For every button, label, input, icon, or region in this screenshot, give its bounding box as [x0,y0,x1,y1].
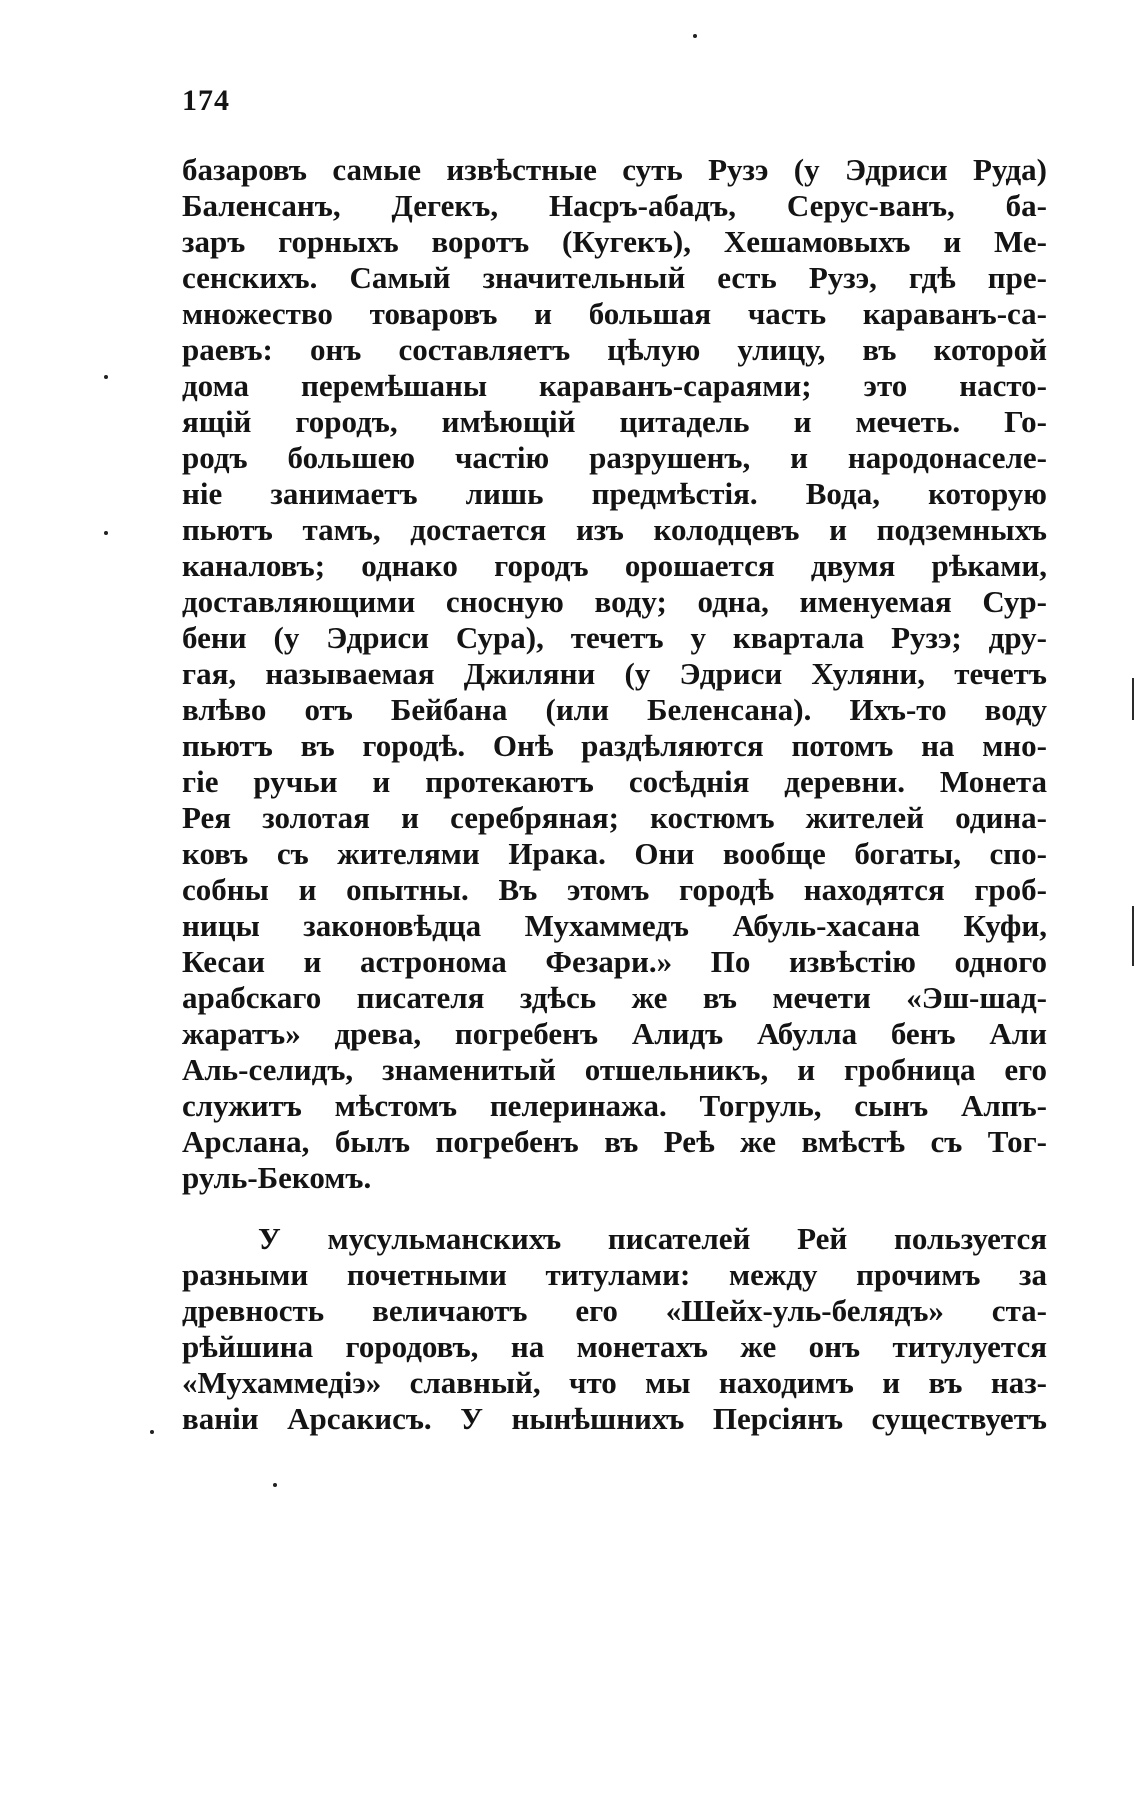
text-line: дома перемѣшаны караванъ-сараями; это насто- [182,368,1047,403]
text-line: разными почетными титулами: между прочимъ за [182,1257,1047,1292]
text-line: Рея золотая и серебряная; костюмъ жителей одина- [182,800,1047,835]
text-line: гая, называемая Джиляни (у Эдриси Хуляни, течетъ [182,656,1047,691]
page-edge-mark [1132,906,1134,966]
text-line: пьютъ въ городѣ. Онѣ раздѣляются потомъ на мно- [182,728,1047,763]
text-line: гіе ручьи и протекаютъ сосѣднія деревни. Монета [182,764,1047,799]
text-line: Кесаи и астронома Фезари.» По извѣстію одного [182,944,1047,979]
page-number: 174 [182,84,230,117]
text-line: каналовъ; однако городъ орошается двумя рѣками, [182,548,1047,583]
text-line: «Мухаммедіэ» славный, что мы находимъ и въ наз- [182,1365,1047,1400]
text-line: родъ большею частію разрушенъ, и народонаселе- [182,440,1047,475]
text-line: ницы законовѣдца Мухаммедъ Абуль-хасана Куфи, [182,908,1047,943]
text-line: арабскаго писателя здѣсь же въ мечети «Эш-шад- [182,980,1047,1015]
text-line: базаровъ самые извѣстные суть Рузэ (у Эдриси Руда) [182,152,1047,187]
text-line: рѣйшина городовъ, на монетахъ же онъ титулуется [182,1329,1047,1364]
text-line: руль-Бекомъ. [182,1160,372,1195]
text-line: пьютъ тамъ, достается изъ колодцевъ и подземныхъ [182,512,1047,547]
scan-speck [273,1483,277,1487]
text-line: служитъ мѣстомъ пелеринажа. Тогруль, сынъ Алпъ- [182,1088,1047,1123]
scan-speck [693,34,697,38]
text-line: заръ горныхъ воротъ (Кугекъ), Хешамовыхъ и Ме- [182,224,1047,259]
text-line: множество товаровъ и большая часть караванъ-са- [182,296,1047,331]
text-line: древность величаютъ его «Шейх-уль-белядъ» ста- [182,1293,1047,1328]
text-line: доставляющими сносную воду; одна, именуемая Сур- [182,584,1047,619]
text-line: сенскихъ. Самый значительный есть Рузэ, гдѣ пре- [182,260,1047,295]
scan-speck [150,1430,154,1434]
paragraph-2 [182,1221,1047,1437]
text-line: ковъ съ жителями Ирака. Они вообще богаты, спо- [182,836,1047,871]
scan-speck [104,531,108,535]
text-line: жаратъ» древа, погребенъ Алидъ Абулла бенъ Али [182,1016,1047,1051]
text-line: влѣво отъ Бейбана (или Беленсана). Ихъ-то воду [182,692,1047,727]
scan-speck [104,375,108,379]
paragraph-1 [182,152,1047,1196]
text-line: раевъ: онъ составляетъ цѣлую улицу, въ которой [182,332,1047,367]
text-line: Арслана, былъ погребенъ въ Реѣ же вмѣстѣ съ Тог- [182,1124,1047,1159]
page-edge-mark [1132,678,1134,720]
text-line: ящій городъ, имѣющій цитадель и мечеть. Го- [182,404,1047,439]
text-line: Баленсанъ, Дегекъ, Насръ-абадъ, Серус-ванъ, ба- [182,188,1047,223]
text-line: Аль-селидъ, знаменитый отшельникъ, и гробница его [182,1052,1047,1087]
text-line: бени (у Эдриси Сура), течетъ у квартала Рузэ; дру- [182,620,1047,655]
text-line: ніе занимаетъ лишь предмѣстія. Вода, которую [182,476,1047,511]
text-line: собны и опытны. Въ этомъ городѣ находятся гроб- [182,872,1047,907]
text-line: У мусульманскихъ писателей Рей пользуется [258,1221,1047,1256]
text-line: ваніи Арсакисъ. У нынѣшнихъ Персіянъ существуетъ [182,1401,1047,1436]
